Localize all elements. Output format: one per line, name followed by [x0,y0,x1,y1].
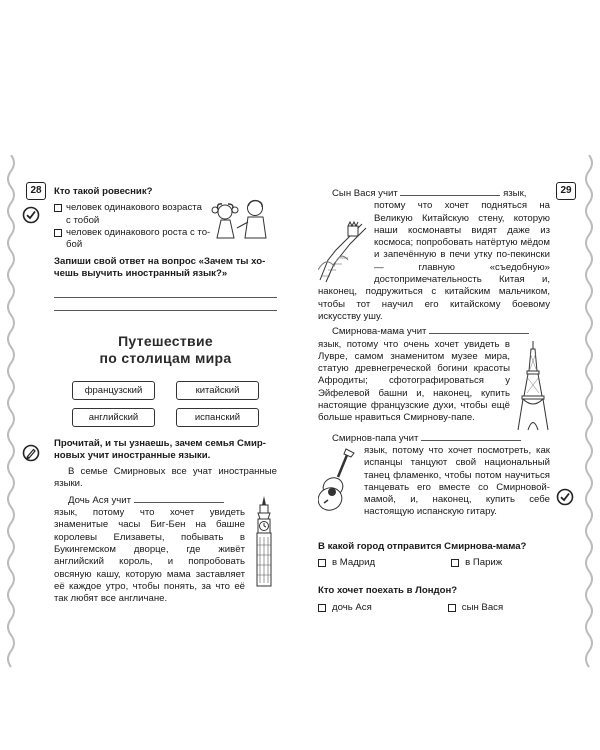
language-chinese: китайский [176,381,259,400]
option-same-height-cont: бой [66,239,83,251]
vasya-language-blank[interactable] [400,186,500,196]
answer-line-1[interactable] [54,285,277,298]
language-spanish: испанский [176,408,259,427]
vasya-start-end: язык, [503,188,527,199]
option-same-height: человек одинакового роста с то- [66,226,211,238]
option-madrid: в Мадрид [332,557,376,569]
q3-question: В какой город отправится Смирнова-мама? [318,540,527,552]
option-asya: дочь Ася [332,601,372,613]
task-line1: Прочитай, и ты узнаешь, зачем семья Смир- [54,437,266,449]
mama-start-text: Смирнова-мама учит [332,326,427,338]
q1-question: Кто такой ровесник? [54,186,153,197]
q2-line1: Запиши свой ответ на вопрос «Зачем ты хо- [54,256,266,267]
option-paris: в Париж [465,557,503,569]
great-wall-illustration [318,220,368,286]
language-english: английский [72,408,155,427]
two-kids-illustration [207,198,277,240]
papa-start [318,431,550,445]
right-page-content [318,186,550,614]
option-vasya: сын Вася [461,601,504,613]
intro-paragraph: В семье Смирновых все учат иностранные языки. [54,466,277,490]
mama-start [318,324,550,338]
papa-start-text: Смирнов-папа учит [332,432,419,444]
vasya-paragraph: потому что хочет подняться на Великую Китайскую стену, которую наши космонавты видят даже из космоса; попробовать натёртую мёдом и запечённую в печи утку по-пекински — главную «съедобную» достопримечательность Китая и, наконец, подружиться с китайским мальчиком, чтобы тот научил его китайскому боевому искусству ушу. [318,200,550,322]
language-french: французский [72,381,155,400]
left-page-content [54,186,277,605]
eiffel-tower-illustration [516,341,550,431]
mama-paragraph: язык, потому что очень хочет увидеть в Лувре, самом знаменитом музее мира, статую древнегреческой богини красоты Афродиты; сфотографироваться у Эйфелевой башни и, наконец, купить настоящие французские духи, чтобы ещё больше нравиться Смирнову-папе. [318,338,510,424]
vasya-start [318,186,550,200]
answer-line-2[interactable] [54,298,277,311]
asya-paragraph: язык, потому что хочет увидеть знаменитые часы Биг-Бен на башне королевы Елизаветы, побывать в Букингемском дворце, где живёт английский король, и попробовать овсяную кашу, которую мама заставляет её каждое утро, чтобы понять, за что её так любят все англичане. [54,507,245,605]
guitar-illustration [318,447,358,511]
page-number-right: 29 [556,182,576,200]
checkbox-paris[interactable] [451,559,459,567]
checkbox-same-height[interactable] [54,229,62,237]
asya-start [54,493,277,507]
big-ben-illustration [251,495,277,587]
checkbox-vasya[interactable] [448,604,456,612]
section-title-line2: по столицам мира [99,349,232,366]
checkbox-same-age[interactable] [54,204,62,212]
asya-start-text: Дочь Ася учит [68,494,131,506]
vasya-start-text: Сын Вася учит [332,188,398,199]
checkbox-asya[interactable] [318,604,326,612]
q2-line2: чешь выучить иностранный язык?» [54,268,228,280]
checkbox-madrid[interactable] [318,559,326,567]
checkmark-circle-icon [22,206,40,224]
right-margin-squiggle [582,155,596,675]
option-same-age: человек одинакового возраста [66,202,202,214]
pencil-circle-icon [22,444,40,462]
page-number-left: 28 [26,182,46,200]
asya-language-blank[interactable] [134,493,224,503]
papa-paragraph: язык, потому что хочет посмотреть, как испанцы танцуют свой национальный танец фламенко, чтобы потом научиться танцевать его вместе со Смирновой-мамой, и, наконец, купить себе настоящую испанскую гитару. [364,444,550,518]
mama-language-blank[interactable] [429,324,529,334]
checkmark-circle-icon-right [556,488,574,506]
section-title-line1: Путешествие [118,332,213,349]
papa-language-blank[interactable] [421,431,521,441]
left-margin-squiggle [4,155,18,675]
languages-grid [54,381,277,427]
q4-question: Кто хочет поехать в Лондон? [318,585,458,597]
option-same-age-cont: с тобой [66,214,100,226]
task-line2: новых учит иностранные языки. [54,449,211,461]
